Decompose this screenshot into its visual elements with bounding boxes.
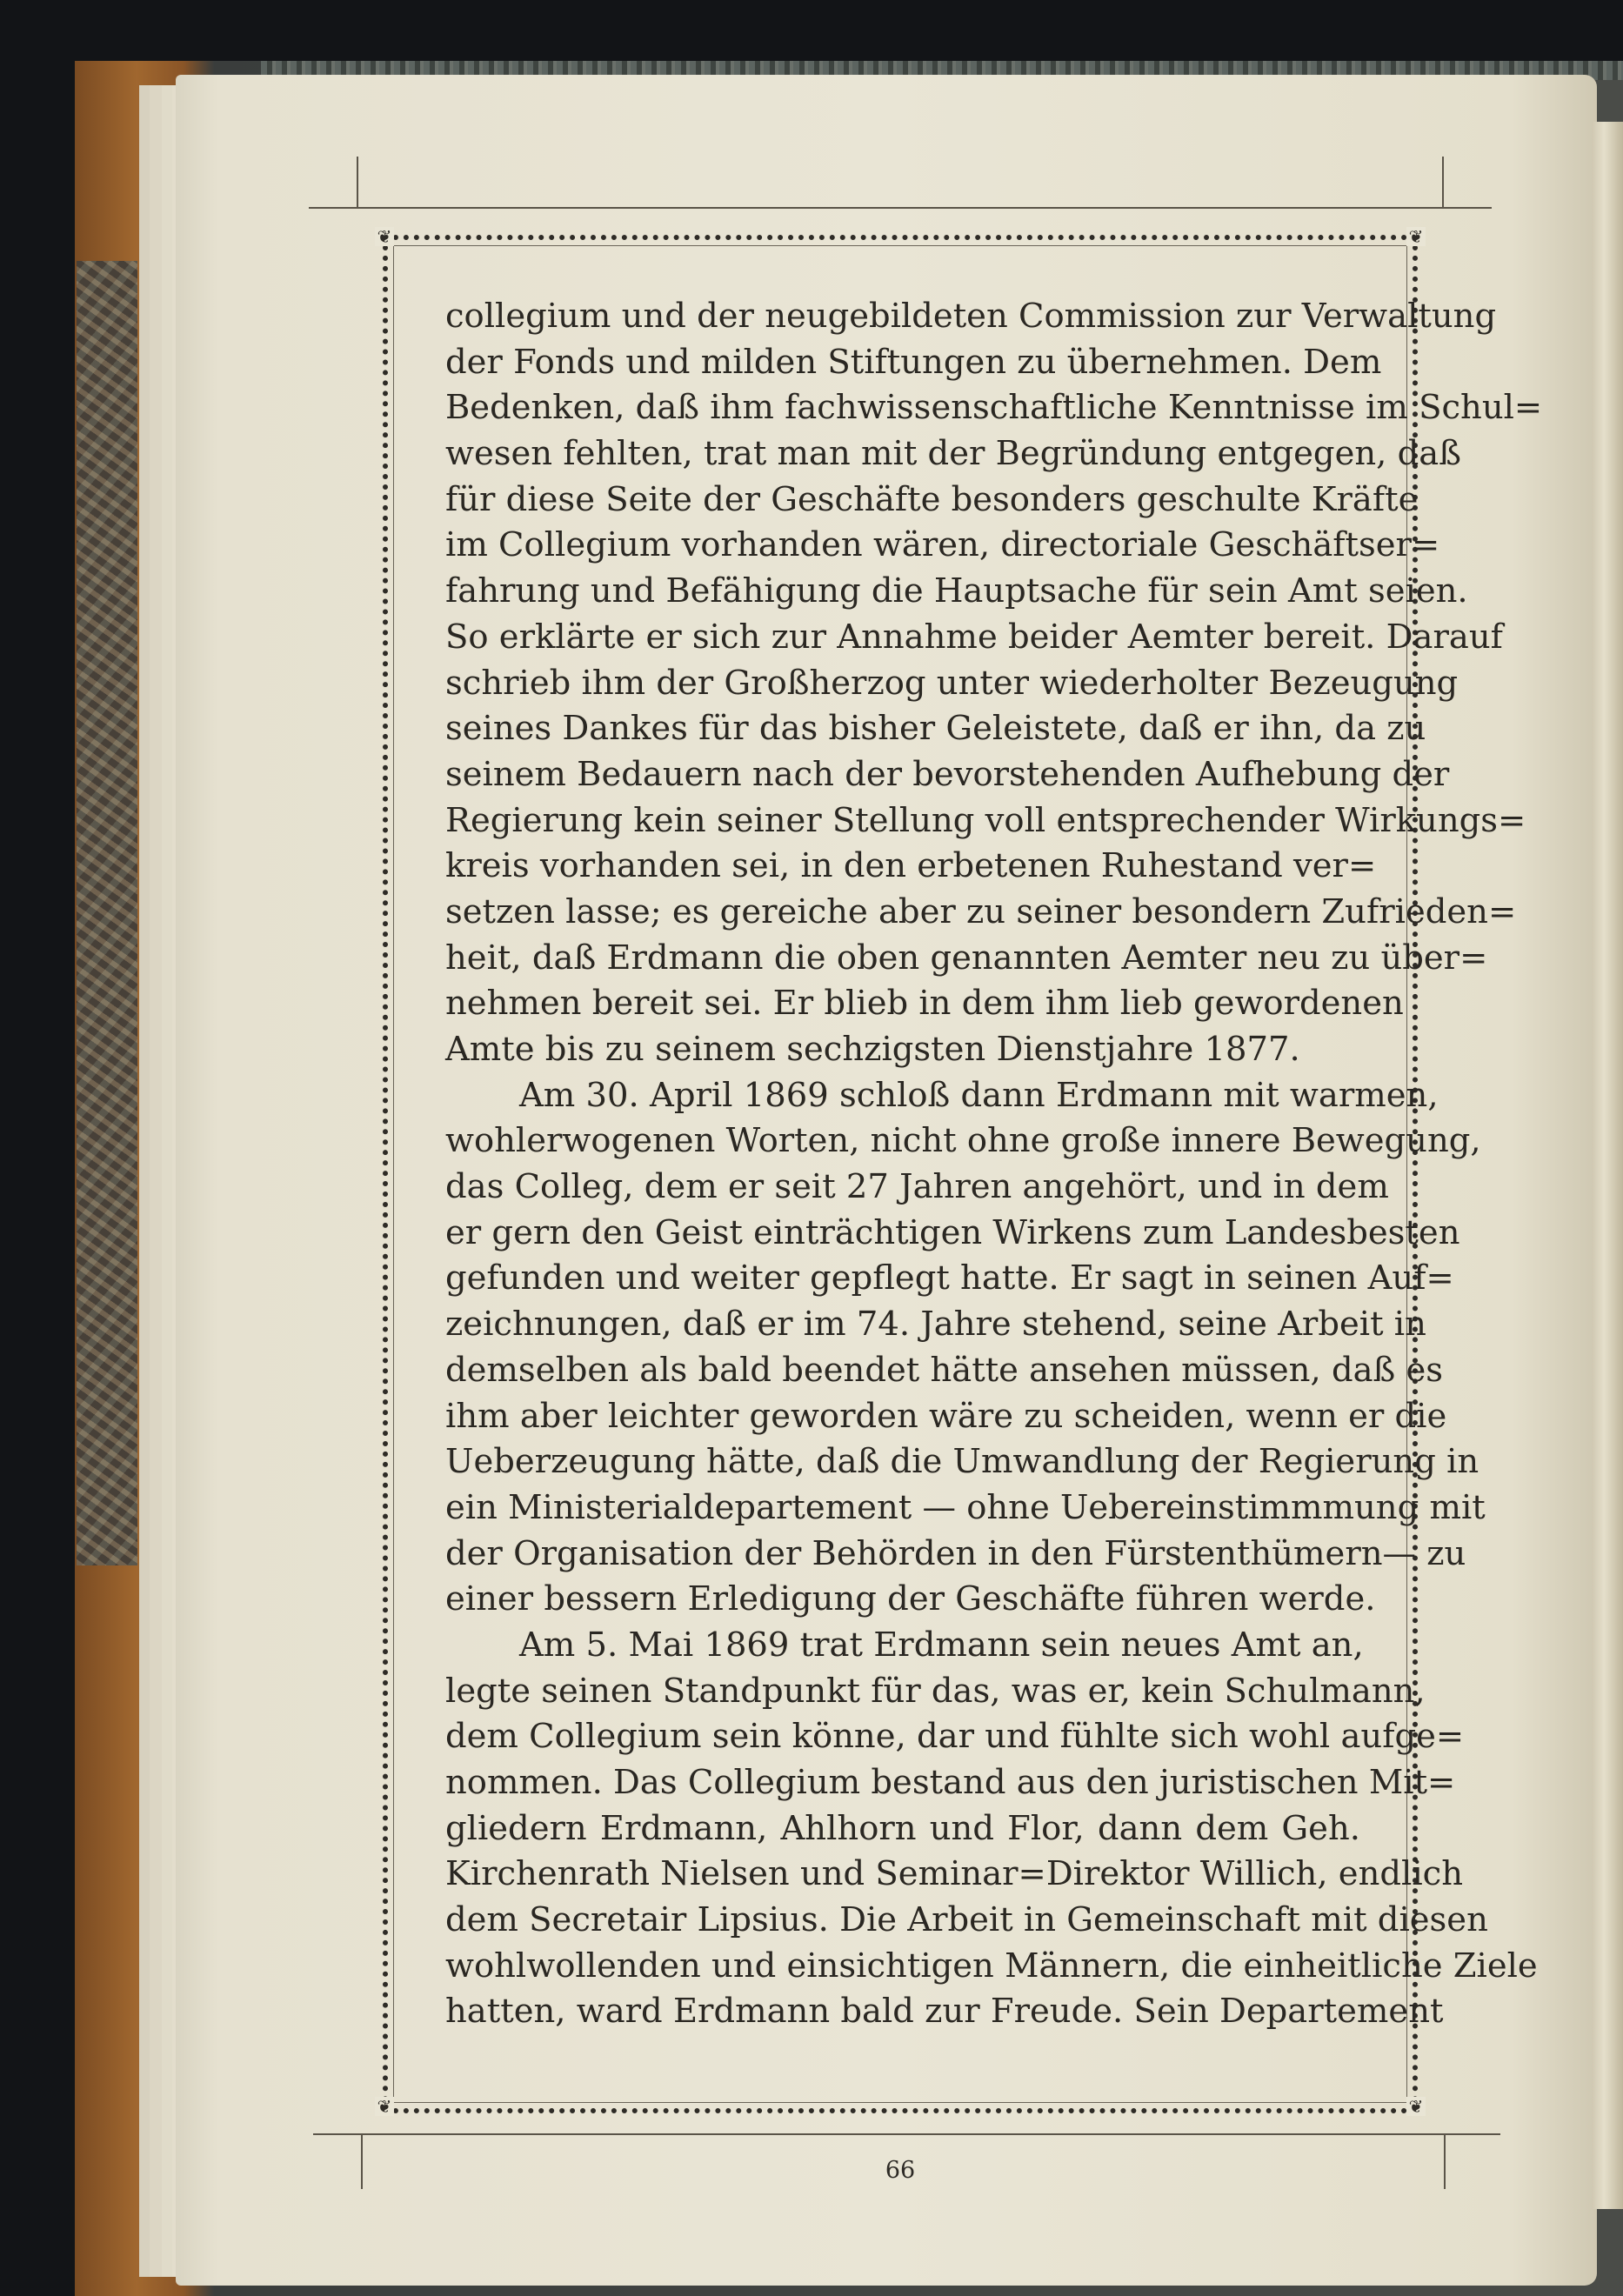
text-line: legte seinen Standpunkt für das, was er, kein Schulmann,	[445, 1671, 1426, 1711]
text-line: fahrung und Befähigung die Hauptsache für sein Amt seien.	[445, 571, 1468, 611]
text-line: seines Dankes für das bisher Geleistete, daß er ihn, da zu	[445, 709, 1426, 749]
text-line: das Colleg, dem er seit 27 Jahren angehört, und in dem	[445, 1167, 1389, 1207]
header-tick-left	[357, 157, 358, 207]
text-line: setzen lasse; es gereiche aber zu seiner besondern Zufrieden=	[445, 891, 1517, 931]
text-line: heit, daß Erdmann die oben genannten Aemter neu zu über=	[445, 938, 1488, 978]
text-line: collegium und der neugebildeten Commission zur Verwaltung	[445, 297, 1497, 336]
footer-tick-left	[361, 2135, 363, 2189]
text-line: der Organisation der Behörden in den Fürstenthümern— zu	[445, 1533, 1466, 1573]
text-line: kreis vorhanden sei, in den erbetenen Ruhestand ver=	[445, 846, 1377, 886]
text-line: schrieb ihm der Großherzog unter wiederholter Bezeugung	[445, 663, 1459, 703]
text-line: ihm aber leichter geworden wäre zu scheiden, wenn er die	[445, 1396, 1447, 1436]
text-line: er gern den Geist einträchtigen Wirkens zum Landesbesten	[445, 1212, 1460, 1252]
text-line: im Collegium vorhanden wären, directoriale Geschäftser=	[445, 525, 1440, 565]
header-rule	[309, 207, 1492, 209]
text-line: wohlerwogenen Worten, nicht ohne große innere Bewegung,	[445, 1121, 1481, 1161]
text-line: hatten, ward Erdmann bald zur Freude. Sein Departement	[445, 1992, 1444, 2032]
text-line: Bedenken, daß ihm fachwissenschaftliche Kenntnisse im Schul=	[445, 388, 1543, 428]
corner-ornament-icon: ❦	[375, 2097, 394, 2116]
text-line: nommen. Das Collegium bestand aus den juristischen Mit=	[445, 1763, 1456, 1802]
text-line: So erklärte er sich zur Annahme beider Aemter bereit. Darauf	[445, 617, 1503, 657]
corner-ornament-icon: ❦	[1406, 227, 1426, 246]
text-line: demselben als bald beendet hätte ansehen müssen, daß es	[445, 1350, 1444, 1390]
text-line: Am 30. April 1869 schloß dann Erdmann mit warmen,	[519, 1075, 1439, 1115]
text-line: gliedern Erdmann, Ahlhorn und Flor, dann dem Geh.	[445, 1808, 1360, 1848]
facing-page-edge	[1592, 122, 1623, 2209]
text-line: Kirchenrath Nielsen und Seminar=Direktor Willich, endlich	[445, 1854, 1464, 1894]
corner-ornament-icon: ❦	[1406, 2097, 1426, 2116]
text-line: wesen fehlten, trat man mit der Begründung entgegen, daß	[445, 434, 1461, 474]
footer-rule	[313, 2133, 1500, 2135]
body-text	[445, 294, 1543, 2035]
text-line: Regierung kein seiner Stellung voll entsprechender Wirkungs=	[445, 800, 1526, 840]
text-line: der Fonds und milden Stiftungen zu übernehmen. Dem	[445, 342, 1382, 382]
marbled-endpaper	[77, 261, 137, 1565]
text-line: ein Ministerialdepartement — ohne Uebereinstimmmung mit	[445, 1487, 1486, 1527]
footer-tick-right	[1444, 2135, 1446, 2189]
header-tick-right	[1442, 157, 1444, 207]
text-line: Am 5. Mai 1869 trat Erdmann sein neues Amt an,	[519, 1625, 1364, 1665]
text-line: dem Secretair Lipsius. Die Arbeit in Gemeinschaft mit diesen	[445, 1900, 1488, 1940]
corner-ornament-icon: ❦	[375, 227, 394, 246]
text-line: gefunden und weiter gepflegt hatte. Er sagt in seinen Auf=	[445, 1258, 1454, 1298]
text-line: einer bessern Erledigung der Geschäfte führen werde.	[445, 1579, 1376, 1619]
text-line: für diese Seite der Geschäfte besonders geschulte Kräfte	[445, 479, 1419, 519]
text-line: Ueberzeugung hätte, daß die Umwandlung der Regierung in	[445, 1442, 1479, 1482]
page-number: 66	[885, 2157, 916, 2184]
text-line: nehmen bereit sei. Er blieb in dem ihm lieb gewordenen	[445, 984, 1404, 1024]
text-line: Amte bis zu seinem sechzigsten Dienstjahre 1877.	[445, 1030, 1300, 1069]
text-line: seinem Bedauern nach der bevorstehenden Aufhebung der	[445, 754, 1450, 794]
text-line: wohlwollenden und einsichtigen Männern, die einheitliche Ziele	[445, 1946, 1538, 1986]
text-line: dem Collegium sein könne, dar und fühlte sich wohl aufge=	[445, 1717, 1465, 1757]
text-line: zeichnungen, daß er im 74. Jahre stehend, seine Arbeit in	[445, 1305, 1426, 1345]
